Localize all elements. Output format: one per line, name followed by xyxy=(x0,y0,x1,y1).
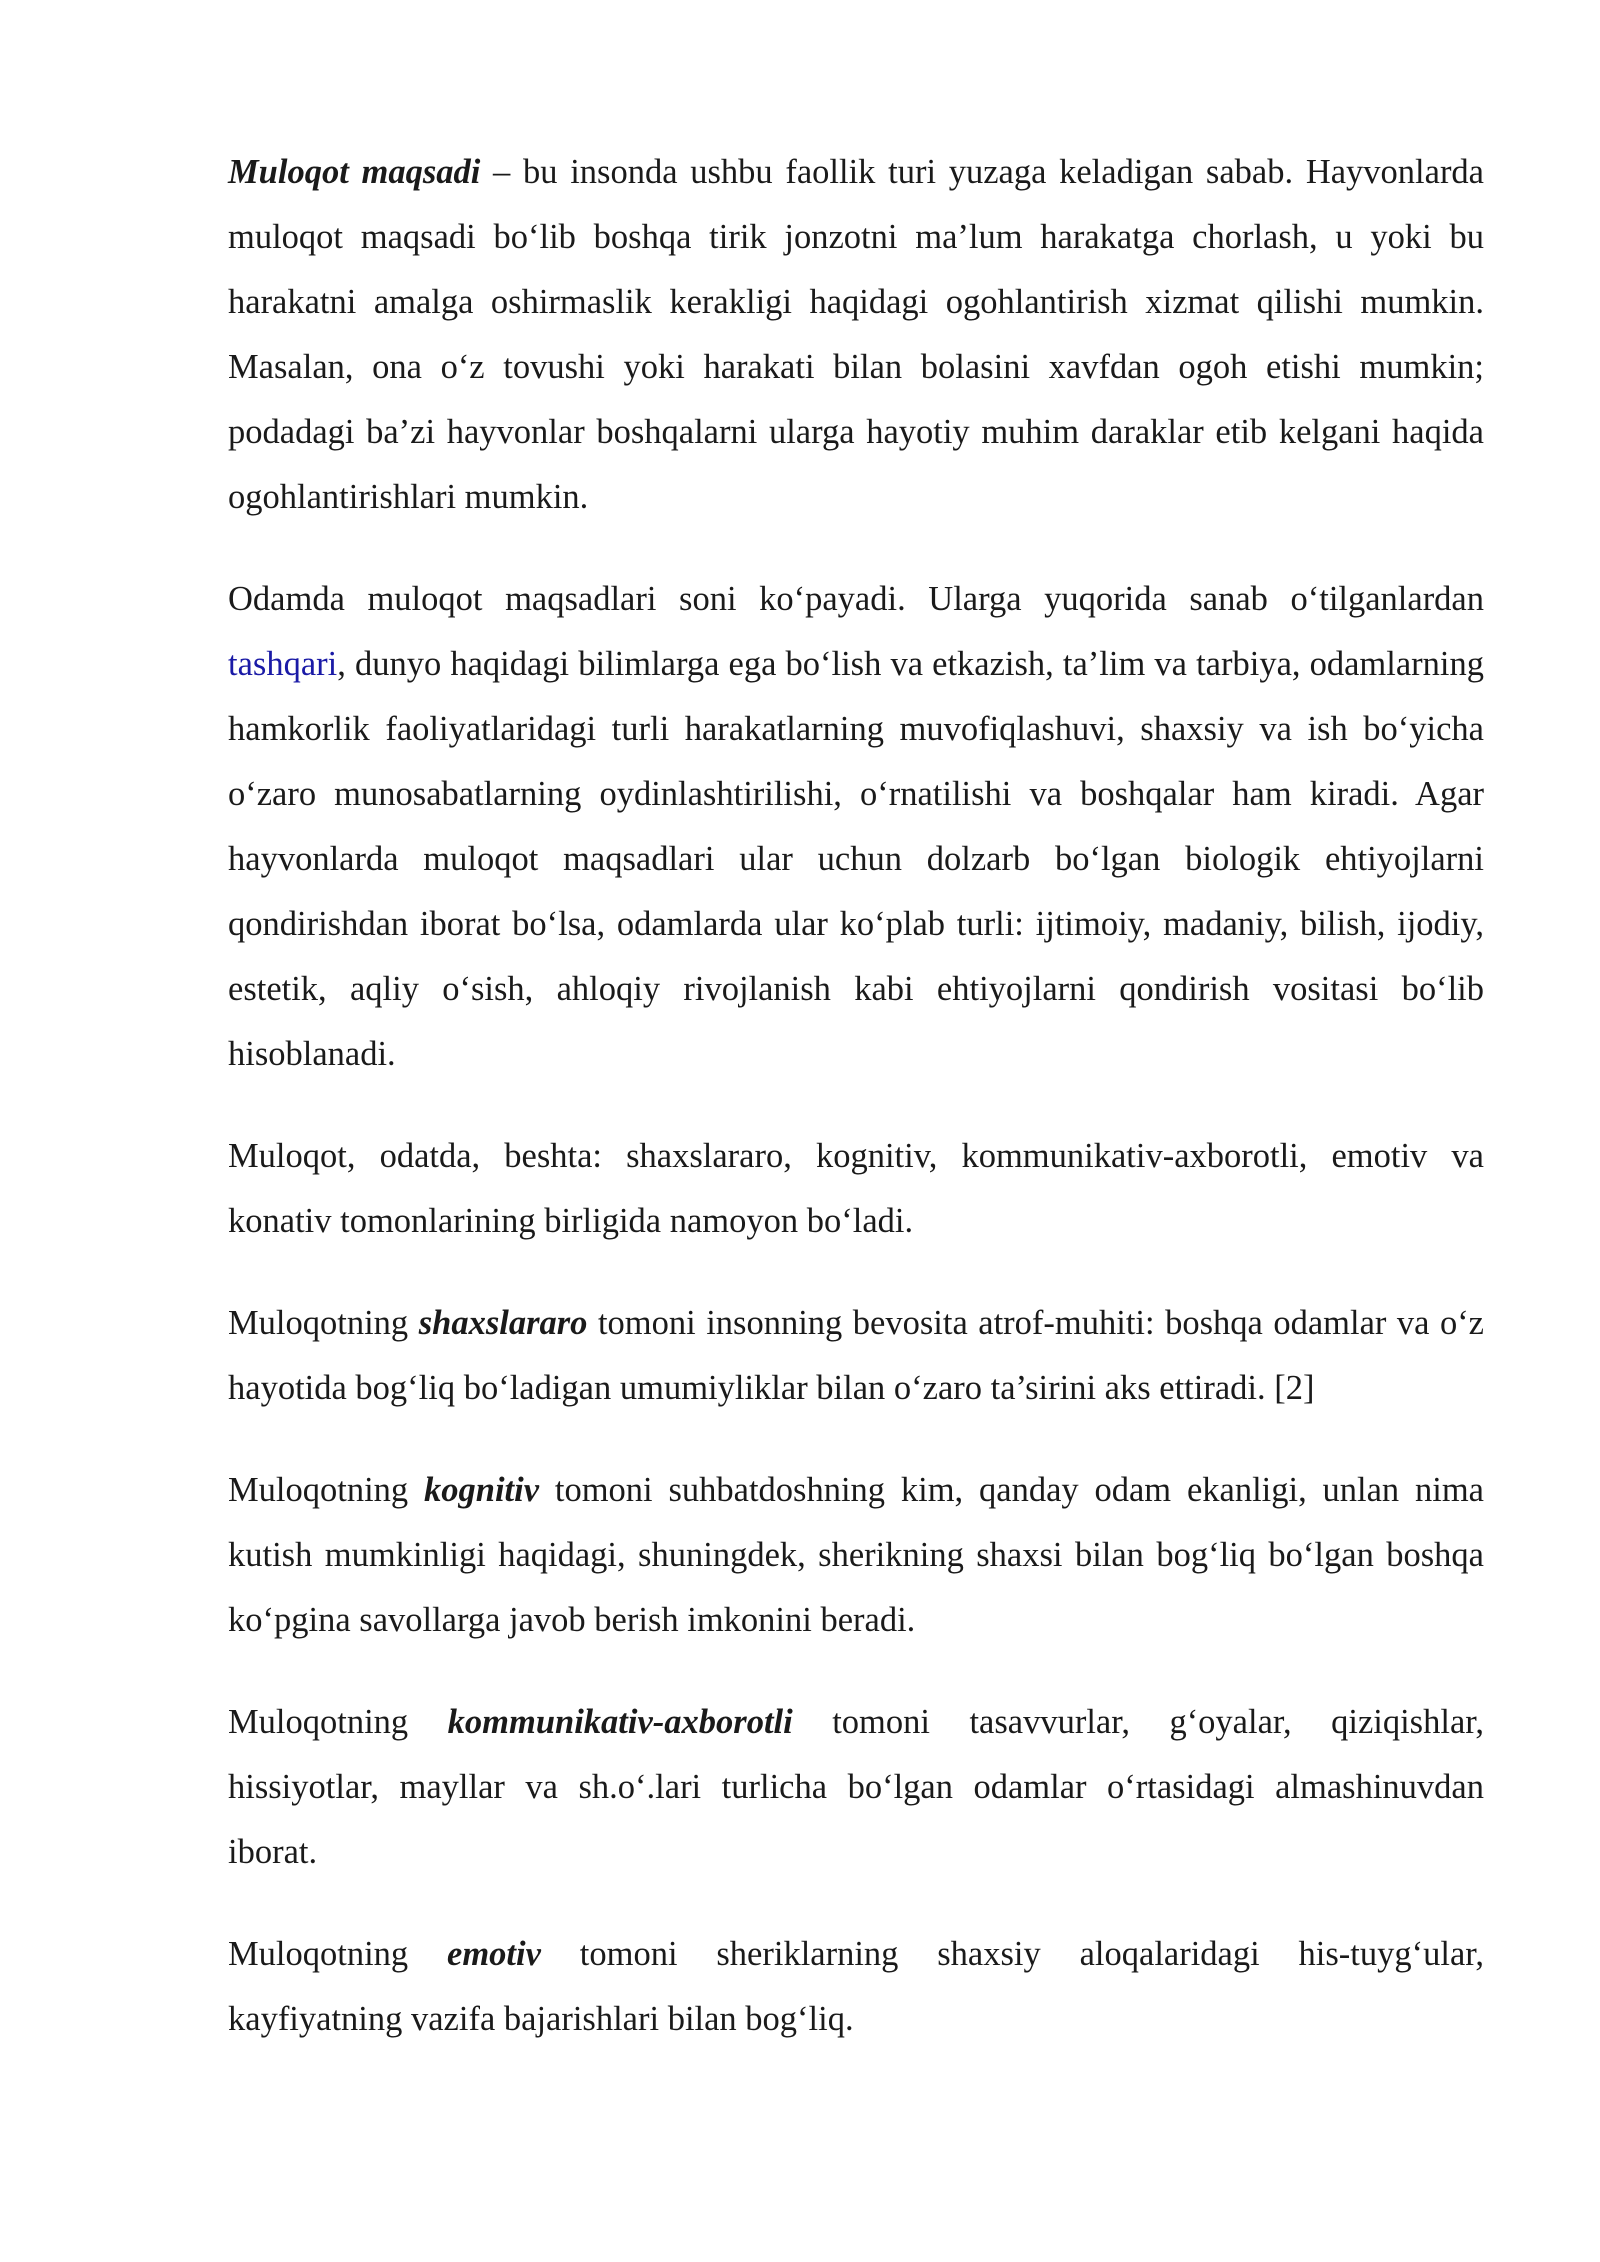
term-kognitiv: kognitiv xyxy=(424,1471,540,1509)
paragraph-text: , dunyo haqidagi bilimlarga ega bo‘lish va etkazish, ta’lim va tarbiya, odamlarning hamkorlik faoliyatlaridagi turli harakatlarning muvofiqlashuvi, shaxsiy va ish bo‘yicha o‘zaro munosabatlarning oydinlashtirilishi, o‘rnatilishi va boshqalar ham kiradi. Agar hayvonlarda muloqot maqsadlari ular uchun dolzarb bo‘lgan biologik ehtiyojlarni qondirishdan iborat bo‘lsa, odamlarda ular ko‘plab turli: ijtimoiy, madaniy, bilish, ijodiy, estetik, aqliy o‘sish, ahloqiy rivojlanish kabi ehtiyojlarni qondirish vositasi bo‘lib hisoblanadi. xyxy=(228,645,1484,1073)
term-kommunikativ-axborotli: kommunikativ-axborotli xyxy=(447,1703,793,1741)
paragraph-five-aspects xyxy=(228,1124,1484,1254)
paragraph-text: tomoni sheriklarning shaxsiy aloqalaridagi his-tuyg‘ular, kayfiyatning vazifa bajarishlari bilan bog‘liq. xyxy=(228,1935,1484,2038)
paragraph-cognitive xyxy=(228,1458,1484,1653)
paragraph-text: tomoni suhbatdoshning kim, qanday odam ekanligi, unlan nima kutish mumkinligi haqidagi, shuningdek, sherikning shaxsi bilan bog‘liq bo‘lgan boshqa ko‘pgina savollarga javob berish imkonini beradi. xyxy=(228,1471,1484,1639)
paragraph-emotive xyxy=(228,1922,1484,2052)
paragraph-text: Muloqot, odatda, beshta: shaxslararo, kognitiv, kommunikativ-axborotli, emotiv va konativ tomonlarining birligida namoyon bo‘ladi. xyxy=(228,1137,1484,1240)
paragraph-text: Muloqotning xyxy=(228,1703,448,1741)
term-shaxslararo: shaxslararo xyxy=(418,1304,588,1342)
paragraph-human-goals xyxy=(228,567,1484,1087)
paragraph-communication-purpose xyxy=(228,140,1484,530)
paragraph-text: Muloqotning xyxy=(228,1471,425,1509)
paragraph-text: Odamda muloqot maqsadlari soni ko‘payadi. Ularga yuqorida sanab o‘tilganlardan xyxy=(228,580,1484,618)
paragraph-text: tomoni tasavvurlar, g‘oyalar, qiziqishlar, hissiyotlar, mayllar va sh.o‘.lari turlicha bo‘lgan odamlar o‘rtasidagi almashinuvdan iborat. xyxy=(228,1703,1484,1871)
paragraph-text: tomoni insonning bevosita atrof-muhiti: boshqa odamlar va o‘z hayotida bog‘liq bo‘ladigan umumiyliklar bilan o‘zaro ta’sirini aks ettiradi. [2] xyxy=(228,1304,1484,1407)
term-muloqot-maqsadi: Muloqot maqsadi xyxy=(228,153,481,191)
term-emotiv: emotiv xyxy=(447,1935,541,1973)
paragraph-communicative xyxy=(228,1690,1484,1885)
paragraph-text: – bu insonda ushbu faollik turi yuzaga keladigan sabab. Hayvonlarda muloqot maqsadi bo‘lib boshqa tirik jonzotni ma’lum harakatga chorlash, u yoki bu harakatni amalga oshirmaslik kerakligi haqidagi ogohlantirish xizmat qilishi mumkin. Masalan, ona o‘z tovushi yoki harakati bilan bolasini xavfdan ogoh etishi mumkin; podadagi ba’zi hayvonlar boshqalarni ularga hayotiy muhim daraklar etib kelgani haqida ogohlantirishlari mumkin. xyxy=(228,153,1484,516)
document-page xyxy=(228,140,1484,2089)
paragraph-text: Muloqotning xyxy=(228,1304,419,1342)
paragraph-text: Muloqotning xyxy=(228,1935,448,1973)
link-tashqari[interactable]: tashqari xyxy=(228,645,338,683)
paragraph-interpersonal xyxy=(228,1291,1484,1421)
